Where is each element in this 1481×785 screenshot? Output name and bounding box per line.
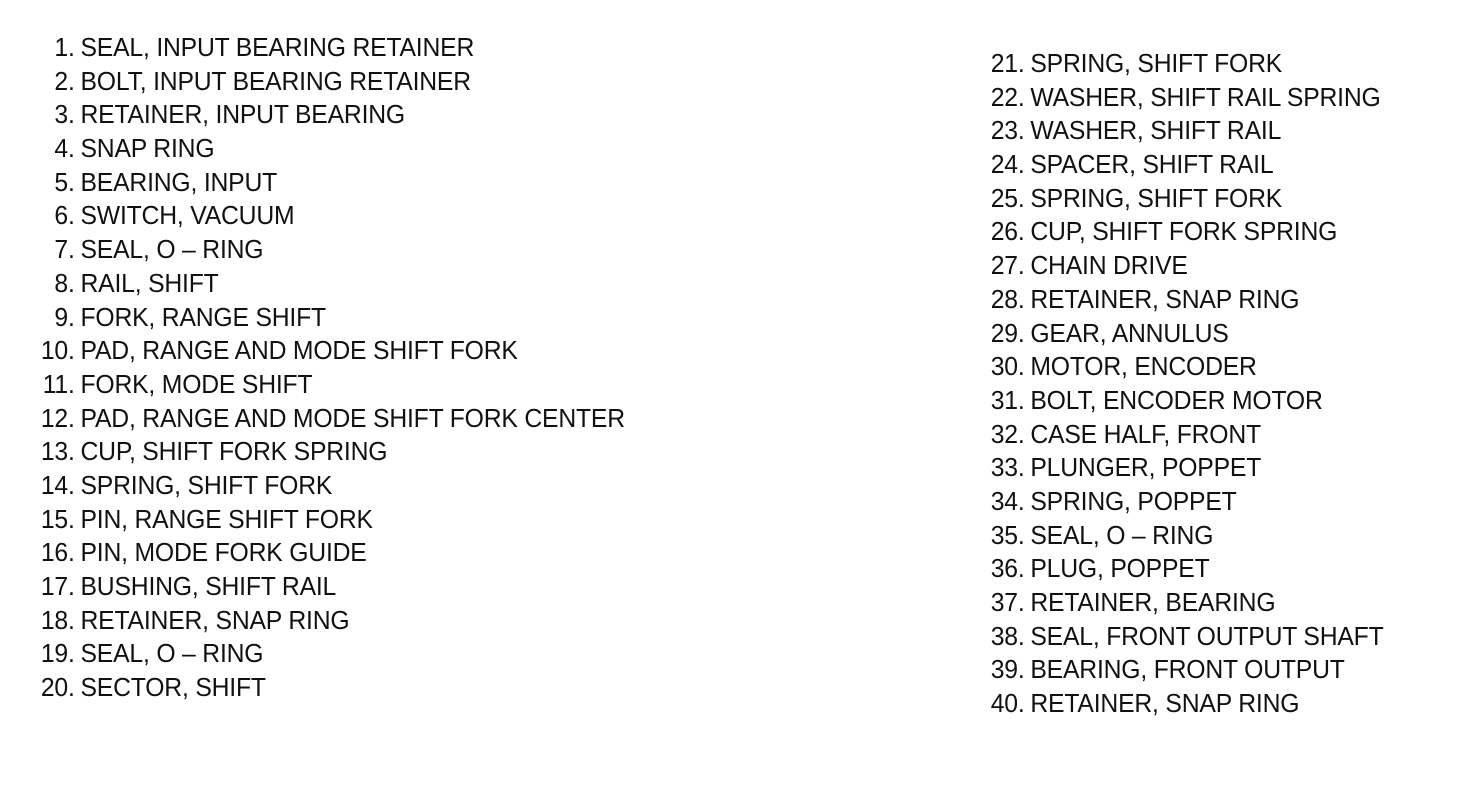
part-name: SPRING, SHIFT FORK — [1030, 184, 1283, 213]
part-number: 34. — [990, 487, 1025, 516]
part-list-item — [978, 520, 1384, 554]
part-number: 39. — [990, 656, 1025, 685]
part-number: 37. — [990, 589, 1025, 617]
part-number: 13. — [40, 438, 75, 467]
part-number: 23. — [990, 117, 1025, 146]
part-number: 14. — [40, 471, 75, 500]
part-list-item — [32, 32, 625, 66]
part-list-item — [978, 183, 1384, 217]
part-list-item — [978, 553, 1384, 587]
part-name: PIN, RANGE SHIFT FORK — [80, 505, 373, 534]
part-number: 36. — [990, 555, 1025, 584]
part-name: SECTOR, SHIFT — [80, 674, 266, 703]
part-name: PIN, MODE FORK GUIDE — [80, 539, 367, 568]
part-name: BEARING, FRONT OUTPUT — [1030, 656, 1345, 685]
part-name: WASHER, SHIFT RAIL SPRING — [1030, 83, 1381, 112]
part-list-item — [32, 571, 625, 605]
part-list-item — [978, 82, 1384, 116]
part-number: 30. — [990, 353, 1025, 382]
part-list-item — [32, 672, 625, 706]
part-name: SEAL, O – RING — [1030, 521, 1214, 550]
part-list-item — [32, 99, 625, 133]
part-number: 7. — [54, 236, 75, 265]
part-list-item — [32, 66, 625, 100]
part-name: BOLT, ENCODER MOTOR — [1030, 386, 1323, 415]
part-name: SPRING, SHIFT FORK — [80, 471, 333, 500]
part-list-item — [32, 369, 625, 403]
part-list-item — [978, 654, 1384, 688]
part-list-item — [32, 470, 625, 504]
part-list-item — [32, 167, 625, 201]
part-list-item — [978, 250, 1384, 284]
part-list-item — [978, 385, 1384, 419]
part-list-item — [978, 621, 1384, 655]
part-list-item — [32, 133, 625, 167]
part-name: MOTOR, ENCODER — [1030, 353, 1257, 382]
part-list-item — [32, 200, 625, 234]
part-number: 6. — [54, 202, 75, 231]
part-number: 35. — [990, 521, 1025, 550]
part-list-item — [32, 436, 625, 470]
part-list-item — [32, 605, 625, 639]
part-number: 8. — [54, 269, 75, 298]
parts-list-left-column — [32, 32, 643, 706]
part-name: RETAINER, SNAP RING — [80, 606, 350, 635]
part-number: 31. — [990, 386, 1025, 415]
part-name: SPRING, SHIFT FORK — [1030, 50, 1283, 78]
part-name: SEAL, FRONT OUTPUT SHAFT — [1030, 622, 1384, 651]
part-number: 20. — [40, 674, 75, 703]
part-list-item — [978, 216, 1384, 250]
part-number: 19. — [40, 640, 75, 669]
part-name: RETAINER, SNAP RING — [1030, 285, 1300, 314]
parts-list-right-column — [978, 48, 1396, 722]
part-name: RETAINER, SNAP RING — [1030, 690, 1300, 719]
part-list-item — [978, 486, 1384, 520]
part-name: RAIL, SHIFT — [80, 269, 219, 298]
part-list-item — [32, 403, 625, 437]
part-name: BUSHING, SHIFT RAIL — [80, 573, 337, 601]
part-list-item — [978, 284, 1384, 318]
part-name: SWITCH, VACUUM — [80, 202, 295, 231]
part-number: 17. — [40, 573, 75, 601]
part-list-item — [978, 149, 1384, 183]
part-name: FORK, MODE SHIFT — [80, 370, 313, 399]
part-name: RETAINER, BEARING — [1030, 589, 1276, 617]
part-number: 5. — [54, 168, 75, 197]
part-list-item — [32, 268, 625, 302]
part-list-item — [32, 638, 625, 672]
part-list-item — [978, 318, 1384, 352]
part-number: 4. — [54, 135, 75, 164]
part-number: 38. — [990, 622, 1025, 651]
part-name: SPRING, POPPET — [1030, 487, 1237, 516]
part-list-item — [978, 452, 1384, 486]
part-name: PLUNGER, POPPET — [1030, 454, 1262, 483]
part-number: 26. — [990, 218, 1025, 247]
part-number: 29. — [990, 319, 1025, 348]
part-list-item — [978, 688, 1384, 722]
part-name: CHAIN DRIVE — [1030, 252, 1188, 281]
part-name: PAD, RANGE AND MODE SHIFT FORK — [80, 337, 518, 366]
part-number: 27. — [990, 252, 1025, 281]
part-number: 21. — [990, 50, 1025, 78]
part-name: SEAL, O – RING — [80, 236, 264, 265]
part-number: 3. — [54, 101, 75, 130]
part-list-item — [32, 302, 625, 336]
part-name: SEAL, INPUT BEARING RETAINER — [80, 34, 475, 62]
part-number: 2. — [54, 67, 75, 96]
part-list-item — [978, 587, 1384, 621]
part-name: FORK, RANGE SHIFT — [80, 303, 326, 332]
part-name: SPACER, SHIFT RAIL — [1030, 151, 1274, 180]
part-number: 28. — [990, 285, 1025, 314]
part-number: 40. — [990, 690, 1025, 719]
part-list-item — [978, 419, 1384, 453]
part-name: RETAINER, INPUT BEARING — [80, 101, 405, 130]
part-number: 24. — [990, 151, 1025, 180]
part-name: CUP, SHIFT FORK SPRING — [80, 438, 388, 467]
part-number: 22. — [990, 83, 1025, 112]
part-name: GEAR, ANNULUS — [1030, 319, 1229, 348]
part-number: 1. — [54, 34, 75, 62]
part-list-item — [32, 504, 625, 538]
part-number: 33. — [990, 454, 1025, 483]
part-number: 25. — [990, 184, 1025, 213]
part-number: 9. — [54, 303, 75, 332]
part-name: CASE HALF, FRONT — [1030, 420, 1261, 449]
part-number: 10. — [40, 337, 75, 366]
part-name: PAD, RANGE AND MODE SHIFT FORK CENTER — [80, 404, 625, 433]
part-number: 18. — [40, 606, 75, 635]
part-name: SEAL, O – RING — [80, 640, 264, 669]
part-name: SNAP RING — [80, 135, 215, 164]
part-number: 15. — [40, 505, 75, 534]
part-number: 11. — [42, 370, 75, 399]
part-list-item — [978, 115, 1384, 149]
part-name: PLUG, POPPET — [1030, 555, 1210, 584]
part-number: 16. — [40, 539, 75, 568]
part-list-item — [978, 351, 1384, 385]
part-name: BOLT, INPUT BEARING RETAINER — [80, 67, 471, 96]
part-name: BEARING, INPUT — [80, 168, 278, 197]
part-name: CUP, SHIFT FORK SPRING — [1030, 218, 1338, 247]
part-number: 32. — [990, 420, 1025, 449]
part-list-item — [32, 537, 625, 571]
part-number: 12. — [40, 404, 75, 433]
part-list-item — [32, 234, 625, 268]
part-list-item — [978, 48, 1384, 82]
part-list-item — [32, 335, 625, 369]
part-name: WASHER, SHIFT RAIL — [1030, 117, 1282, 146]
